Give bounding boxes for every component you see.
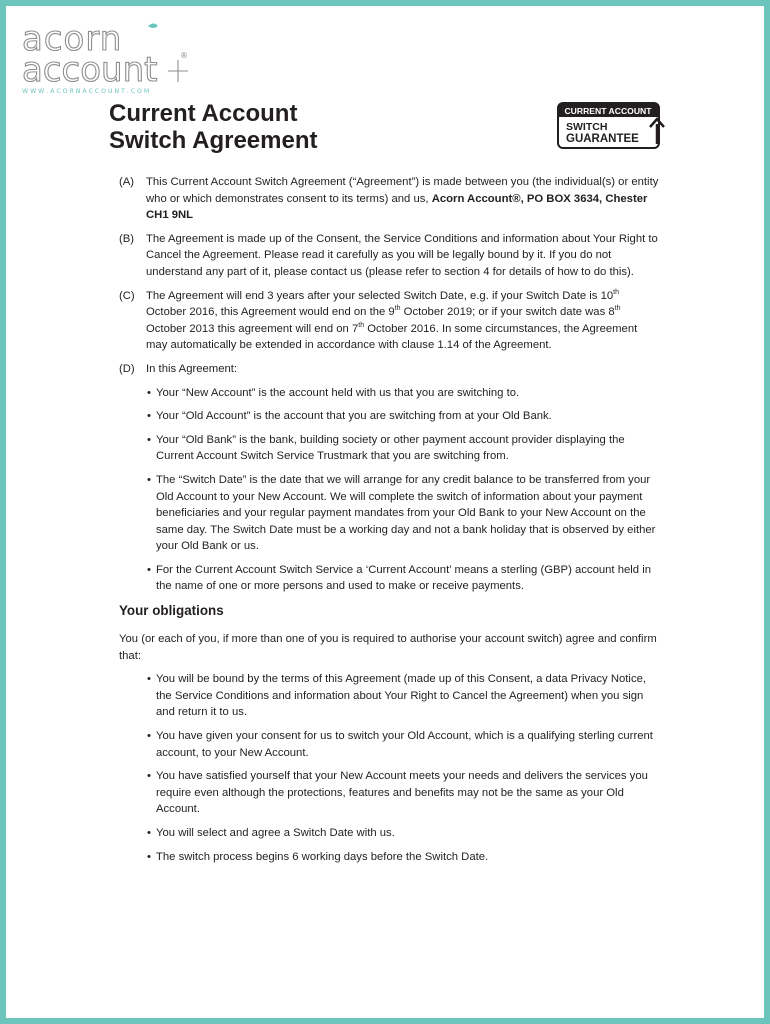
obligations-intro: You (or each of you, if more than one of you is required to authorise your account switch) agree and confirm that: [119,633,657,662]
clause-a-label: (A) [119,176,135,188]
clause-c-label: (C) [119,289,135,302]
list-item: • The “Switch Date” is the date that we will arrange for any credit balance to be transferred from your Old Account to your New Account. We will complete the switch of information about your payment beneficiaries and your regular payment mandates from your Old Bank to your New Account on the same day. The Switch Date must be a working day and not a bank holiday that is observed by either your Old Bank or us. [147,473,656,553]
clause-a-body: This Current Account Switch Agreement (“Agreement”) is made between you (the individual(s) or entity who or which demonstrates consent to its terms) and us, [146,176,659,205]
list-item: • You have given your consent for us to switch your Old Account, which is a qualifying sterling current account, to your New Account. [147,730,653,759]
clause-c-part: October 2013 this agreement will end on 7 [146,322,359,335]
clause-d [119,361,659,378]
clause-a [119,174,659,224]
clause-c [119,288,659,354]
section-heading-obligations: Your obligations [119,603,224,619]
clause-c-text [146,288,659,354]
registered-mark: ® [180,51,188,60]
list-item-text: Your “Old Account” is the account that you are switching from at your Old Bank. [156,410,552,423]
clause-c-part: October 2016, this Agreement would end on the 9 [146,306,395,319]
badge-top-text: CURRENT ACCOUNT [564,106,652,116]
clause-c-part: The Agreement will end 3 years after your selected Switch Date, e.g. if your Switch Date is 10 [146,289,614,302]
list-item: • Your “New Account” is the account held with us that you are switching to. [147,386,520,399]
leaf-icon [148,24,158,29]
page-title [109,100,489,154]
clause-d-text: In this Agreement: [146,362,238,375]
switch-guarantee-badge [557,102,673,150]
list-item-text: Your “New Account” is the account held with us that you are switching to. [156,386,520,399]
list-item: • Your “Old Account” is the account that you are switching from at your Old Bank. [147,410,552,423]
clause-a-address: Acorn Account®, PO BOX 3634, Chester CH1 9NL [146,192,648,222]
definitions-list [146,385,659,596]
list-item: • Your “Old Bank” is the bank, building society or other payment account provider displaying the Current Account Switch Service Trustmark that you are switching from. [147,433,625,463]
obligations-list [146,671,659,865]
list-item: • You will be bound by the terms of this Agreement (made up of this Consent, a data Privacy Notice, the Service Conditions and information about Your Right to Cancel the Agreement) when you sign and return it to us. [147,673,647,719]
clause-b-label: (B) [119,232,135,245]
clause-d-label: (D) [119,362,135,375]
title-line-2: Switch Agreement [109,127,318,154]
agreement-body [119,174,659,872]
logo-url: W W W . A C O R N A C C O U N T . C O M [22,88,150,95]
list-item-text: The “Switch Date” is the date that we will arrange for any credit balance to be transferred from your Old Account to your New Account. We will complete the switch of information about your payment beneficiaries and your regular payment mandates from your Old Bank to your New Account on the same day. The Switch Date must be a working day and not a bank holiday that is observed by either your Old Bank or us. [156,473,656,553]
list-item-text: The switch process begins 6 working days before the Switch Date. [156,850,489,863]
acorn-account-logo [20,20,200,96]
clause-c-part: October 2019; or if your switch date was 8 [400,306,615,319]
logo-word-account: account [22,50,158,90]
list-item-text: You have given your consent for us to switch your Old Account, which is a qualifying sterling current account, to your New Account. [156,730,653,759]
list-item: • You have satisfied yourself that your New Account meets your needs and delivers the services you require even although the protections, features and benefits may not be the same as your Old Account. [147,770,648,816]
clause-c-part: October 2016. In some circumstances, the Agreement may automatically be extended in accordance with clause 1.14 of the Agreement. [146,322,638,352]
list-item: • You will select and agree a Switch Date with us. [147,827,395,839]
logo-word-acorn: acorn [22,20,123,59]
list-item-text: For the Current Account Switch Service a ‘Current Account’ means a sterling (GBP) account held in the name of one or more persons and used to make or receive payments. [156,563,651,593]
list-item-text: You have satisfied yourself that your New Account meets your needs and delivers the services you require even although the protections, features and benefits may not be the same as your Old Account. [156,770,648,816]
list-item-text: You will select and agree a Switch Date with us. [156,827,395,839]
ordinal-suffix: th [613,288,620,296]
ordinal-suffix: th [358,321,365,329]
ordinal-suffix: th [614,305,621,313]
list-item: • The switch process begins 6 working days before the Switch Date. [147,850,489,863]
ordinal-suffix: th [394,305,401,313]
list-item-text: Your “Old Bank” is the bank, building society or other payment account provider displaying the Current Account Switch Service Trustmark that you are switching from. [156,433,625,463]
badge-bottom-text: GUARANTEE [566,133,639,145]
list-item-text: You will be bound by the terms of this Agreement (made up of this Consent, a data Privacy Notice, the Service Conditions and information about Your Right to Cancel the Agreement) when you sign and return it to us. [156,673,647,719]
badge-middle-text: SWITCH [566,121,608,133]
clause-b-text: The Agreement is made up of the Consent, the Service Conditions and information about Your Right to Cancel the Agreement. Please read it carefully as you will be legally bound by it. If you do not understand any part of it, please contact us (please refer to section 4 for details of how to do this). [146,232,658,278]
list-item: • For the Current Account Switch Service a ‘Current Account’ means a sterling (GBP) account held in the name of one or more persons and used to make or receive payments. [147,563,651,593]
clause-a-text [146,174,659,224]
title-line-1: Current Account [109,100,298,127]
clause-b [119,231,659,281]
